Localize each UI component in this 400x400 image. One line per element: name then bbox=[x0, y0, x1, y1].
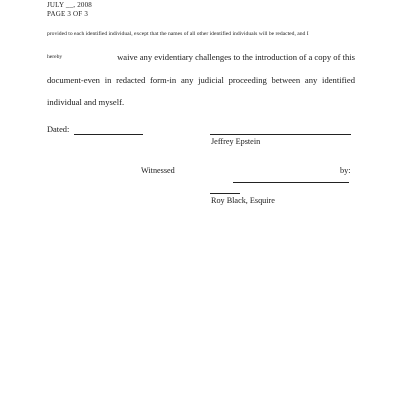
body-line-2-text: waive any evidentiary challenges to the introduction of a copy of this bbox=[117, 52, 355, 62]
body-line-2-lead: hereby bbox=[47, 54, 63, 60]
witness-name: Roy Black, Esquire bbox=[211, 196, 275, 205]
body-line-4: individual and myself. bbox=[47, 97, 125, 107]
body-line-3: document-even in redacted form-in any judicial proceeding between any identified bbox=[47, 75, 355, 85]
witness-short-line bbox=[210, 193, 240, 194]
witnessed-label: Witnessed bbox=[141, 166, 175, 175]
body-line-2 bbox=[47, 52, 355, 62]
page-header bbox=[47, 1, 92, 18]
dated-label: Dated: bbox=[47, 125, 70, 134]
header-page-number: PAGE 3 OF 3 bbox=[47, 9, 89, 18]
body-line-1: provided to each identified individual, except that the names of all other identified individuals will be redacted, and I bbox=[47, 31, 309, 37]
witness-signature-line bbox=[233, 182, 349, 183]
signer-name: Jeffrey Epstein bbox=[211, 137, 261, 146]
by-label: by: bbox=[340, 166, 351, 175]
dated-signature-line bbox=[74, 134, 143, 135]
signer-signature-line bbox=[210, 134, 351, 135]
header-date: JULY __, 2008 bbox=[47, 1, 92, 9]
